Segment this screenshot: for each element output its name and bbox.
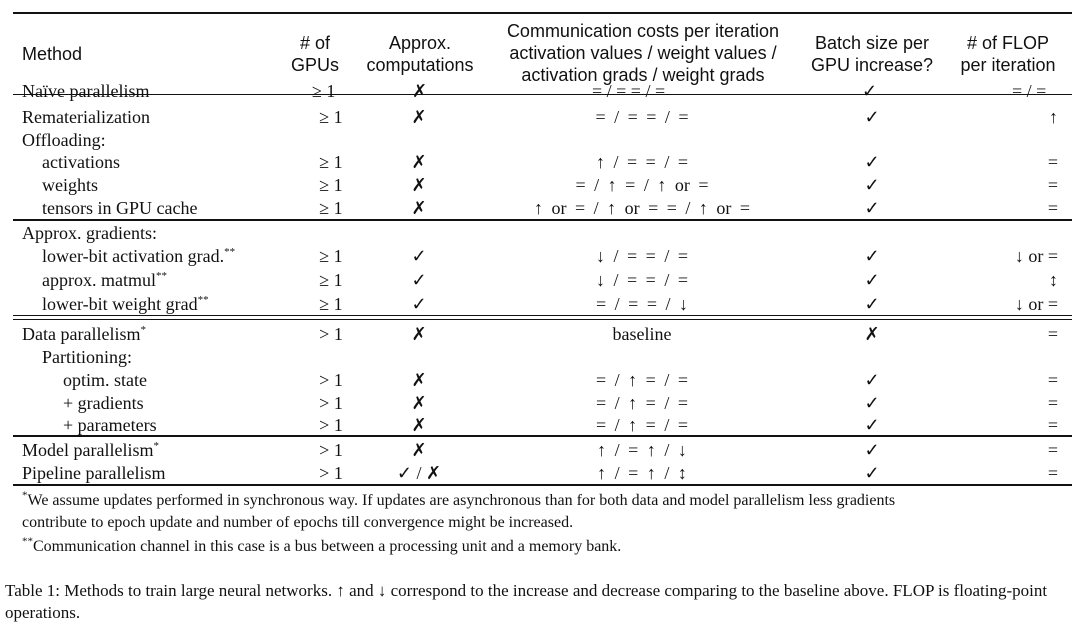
header-flop-line-1: # of FLOP <box>966 33 1050 53</box>
cell-batch: ✓ <box>864 175 880 195</box>
cell-method-text: lower-bit weight grad <box>42 294 198 314</box>
cell-approx: ✓ <box>411 270 427 290</box>
cell-approx: ✗ <box>411 198 427 218</box>
cell-flop: ↓ or = <box>1014 294 1058 314</box>
cell-gpus: > 1 <box>319 370 343 390</box>
cell-approx: ✓ / ✗ <box>396 463 442 483</box>
cell-method <box>22 174 98 196</box>
footnote-marker: * <box>140 324 146 336</box>
cell-comm: ↓ / = = / = <box>596 270 688 290</box>
cell-approx: ✗ <box>411 415 427 435</box>
header-gpus <box>280 32 350 76</box>
cell-method <box>22 462 165 484</box>
header-batch <box>800 32 944 76</box>
section-rule <box>13 219 1072 221</box>
cell-gpus: > 1 <box>319 463 343 483</box>
cell-batch: ✓ <box>864 463 880 483</box>
cell-gpus: ≥ 1 <box>319 107 343 127</box>
cell-gpus: > 1 <box>319 440 343 460</box>
header-approx-line-2: computations <box>366 55 474 75</box>
cell-gpus: > 1 <box>319 393 343 413</box>
clipped-row-flop: = / = <box>1012 81 1047 101</box>
cell-method <box>22 151 120 173</box>
cell-approx: ✗ <box>411 324 427 344</box>
cell-comm: ↑ / = ↑ / ↕ <box>597 463 687 483</box>
cell-comm: baseline <box>612 324 672 344</box>
cell-method <box>22 323 146 345</box>
table-caption: Table 1: Methods to train large neural networks. ↑ and ↓ correspond to the increase and decrease comparing to the baseline above. FLOP is floating-point operations. <box>5 581 1048 622</box>
cell-batch: ✓ <box>864 107 880 127</box>
cell-flop: ↑ <box>1049 107 1058 127</box>
cell-method-text: tensors in GPU cache <box>42 198 198 218</box>
footnote-marker: * <box>153 440 159 452</box>
header-approx-line-1: Approx. <box>388 33 452 53</box>
table-bottom-rule <box>13 484 1072 486</box>
clipped-row <box>22 81 1062 103</box>
cell-method-text: Partitioning: <box>42 347 132 367</box>
cell-flop: ↓ or = <box>1014 246 1058 266</box>
cell-method-text: + gradients <box>63 393 144 413</box>
cell-comm: ↓ / = = / = <box>596 246 688 266</box>
cell-method <box>22 106 150 128</box>
cell-gpus: ≥ 1 <box>319 246 343 266</box>
footnote-marker: ** <box>155 270 167 282</box>
cell-approx: ✓ <box>411 294 427 314</box>
header-batch-line-1: Batch size per <box>814 33 930 53</box>
cell-approx: ✓ <box>411 246 427 266</box>
cell-batch: ✓ <box>864 393 880 413</box>
cell-gpus: ≥ 1 <box>319 175 343 195</box>
section-double-rule-top <box>13 315 1072 316</box>
cell-method-text: weights <box>42 175 98 195</box>
header-batch-line-2: GPU increase? <box>810 55 934 75</box>
footnote-marker: ** <box>22 535 33 548</box>
cell-flop: = <box>1047 463 1058 483</box>
cell-comm: = / ↑ = / = <box>596 370 688 390</box>
cell-method-text: Offloading: <box>22 130 106 150</box>
footnote-marker: ** <box>197 294 209 306</box>
cell-flop: = <box>1047 175 1058 195</box>
cell-comm: ↑ / = = / = <box>596 152 688 172</box>
header-gpus-line-2: GPUs <box>290 55 339 75</box>
clipped-row-approx: ✗ <box>412 81 428 101</box>
cell-method <box>22 269 167 291</box>
cell-method <box>22 129 106 151</box>
clipped-row-method: Naïve parallelism <box>22 81 150 101</box>
cell-batch: ✓ <box>864 294 880 314</box>
cell-batch: ✓ <box>864 415 880 435</box>
header-method: Method <box>22 44 83 64</box>
cell-method <box>22 439 159 461</box>
cell-method <box>22 392 144 414</box>
cell-approx: ✗ <box>411 440 427 460</box>
cell-method-text: Model parallelism <box>22 440 154 460</box>
cell-batch: ✗ <box>864 324 880 344</box>
cell-batch: ✓ <box>864 440 880 460</box>
cell-batch: ✓ <box>864 152 880 172</box>
cell-method-text: activations <box>42 152 120 172</box>
cell-method <box>22 245 235 267</box>
cell-method <box>22 346 132 368</box>
cell-gpus: > 1 <box>319 324 343 344</box>
header-comm-line-1: Communication costs per iteration <box>506 21 780 41</box>
cell-gpus: ≥ 1 <box>319 294 343 314</box>
cell-comm: = / ↑ = / = <box>596 393 688 413</box>
footnote-text: Communication channel in this case is a bus between a processing unit and a memory bank. <box>33 538 622 555</box>
cell-method-text: optim. state <box>63 370 147 390</box>
footnote-marker: * <box>22 489 28 502</box>
cell-flop: = <box>1047 393 1058 413</box>
cell-flop: = <box>1047 370 1058 390</box>
cell-method-text: lower-bit activation grad. <box>42 246 225 266</box>
header-comm-line-3: activation grads / weight grads <box>521 65 765 85</box>
footnote-marker: ** <box>224 246 236 258</box>
cell-comm: = / = = / = <box>595 107 689 127</box>
footnote-text: We assume updates performed in synchronous way. If updates are asynchronous than for both data and model parallelism less gradients <box>27 492 896 509</box>
cell-method-text: Pipeline parallelism <box>22 463 166 483</box>
table-top-rule <box>13 12 1072 14</box>
cell-flop: = <box>1047 152 1058 172</box>
cell-method-text: Approx. gradients: <box>22 223 157 243</box>
cell-approx: ✗ <box>411 107 427 127</box>
cell-flop: = <box>1047 440 1058 460</box>
cell-method <box>22 369 147 391</box>
cell-comm: = / ↑ = / ↑ or = <box>575 175 709 195</box>
footnote-1-continued <box>22 513 573 533</box>
cell-comm: ↑ or = / ↑ or = = / ↑ or = <box>533 198 751 218</box>
cell-batch: ✓ <box>864 198 880 218</box>
clipped-row-gpus: ≥ 1 <box>312 81 336 101</box>
cell-batch: ✓ <box>864 246 880 266</box>
clipped-row-batch: ✓ <box>862 81 878 101</box>
clipped-row-comm: = / = = / = <box>592 81 666 101</box>
cell-gpus: ≥ 1 <box>319 270 343 290</box>
header-comm-line-2: activation values / weight values / <box>509 43 777 63</box>
footnote-text: contribute to epoch update and number of epochs till convergence might be increased. <box>22 514 574 531</box>
cell-method-text: Data parallelism <box>22 324 141 344</box>
cell-comm: = / ↑ = / = <box>596 415 688 435</box>
cell-batch: ✓ <box>864 270 880 290</box>
header-approx <box>355 32 485 76</box>
cell-flop: = <box>1047 324 1058 344</box>
cell-flop: ↕ <box>1049 270 1058 290</box>
cell-method <box>22 293 209 315</box>
footnote-1 <box>22 491 895 511</box>
cell-method <box>22 414 157 436</box>
cell-flop: = <box>1047 198 1058 218</box>
header-flop-line-2: per iteration <box>960 55 1056 75</box>
cell-gpus: ≥ 1 <box>319 198 343 218</box>
cell-method-text: + parameters <box>63 415 157 435</box>
cell-approx: ✗ <box>411 393 427 413</box>
cell-method-text: approx. matmul <box>42 270 156 290</box>
cell-batch: ✓ <box>864 370 880 390</box>
cell-approx: ✗ <box>411 152 427 172</box>
cell-gpus: > 1 <box>319 415 343 435</box>
footnote-2 <box>22 537 621 557</box>
header-gpus-line-1: # of <box>299 33 331 53</box>
header-flop <box>948 32 1068 76</box>
cell-method-text: Rematerialization <box>22 107 150 127</box>
cell-method <box>22 197 197 219</box>
cell-method <box>22 222 157 244</box>
cell-flop: = <box>1047 415 1058 435</box>
header-comm <box>482 20 804 86</box>
cell-approx: ✗ <box>411 175 427 195</box>
cell-comm: ↑ / = ↑ / ↓ <box>597 440 687 460</box>
cell-approx: ✗ <box>411 370 427 390</box>
cell-gpus: ≥ 1 <box>319 152 343 172</box>
section-double-rule-bottom <box>13 319 1072 320</box>
cell-comm: = / = = / ↓ <box>596 294 688 314</box>
